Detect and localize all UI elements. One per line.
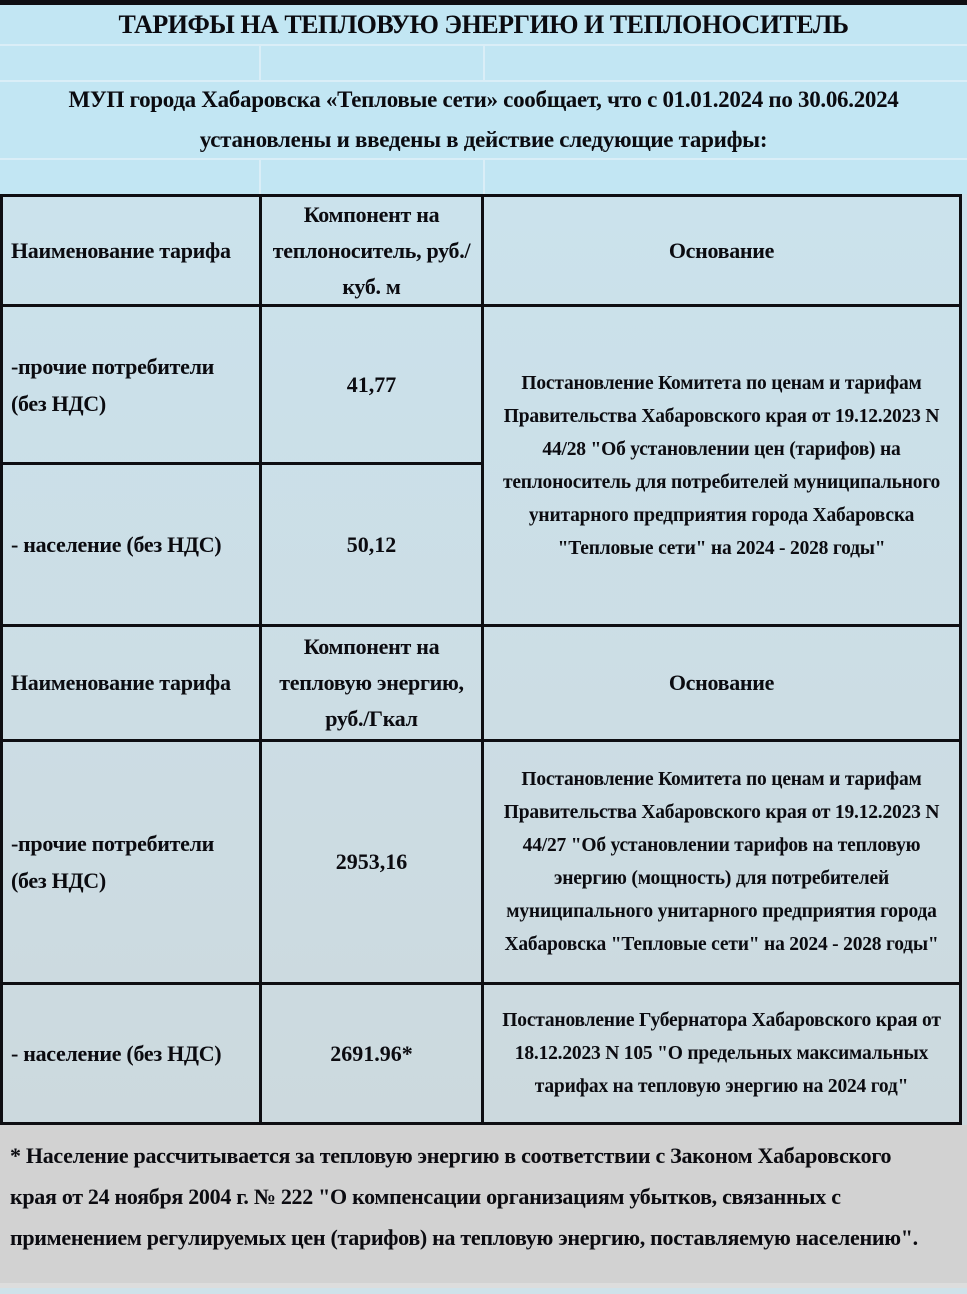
spacer-cell bbox=[485, 46, 967, 80]
row-label-other-consumers-2: -прочие потребители (без НДС) bbox=[3, 742, 262, 985]
tariff-value-heat-energy-other: 2953,16 bbox=[262, 742, 484, 985]
announcement-text: МУП города Хабаровска «Тепловые сети» сообщает, что с 01.01.2024 по 30.06.2024 установлены и введены в действие следующие тарифы: bbox=[0, 80, 967, 158]
header-basis-1: Основание bbox=[484, 197, 959, 307]
spacer-cell bbox=[261, 46, 485, 80]
header-basis-2: Основание bbox=[484, 627, 959, 742]
page-title: ТАРИФЫ НА ТЕПЛОВУЮ ЭНЕРГИЮ И ТЕПЛОНОСИТЕЛЬ bbox=[118, 9, 849, 39]
basis-heat-energy-other: Постановление Комитета по ценам и тарифам Правительства Хабаровского края от 19.12.2023 N 44/27 "Об установлении тарифов на тепловую энергию (мощность) для потребителей муниципального унитарного предприятия города Хабаровска "Тепловые сети" на 2024 - 2028 годы" bbox=[484, 742, 959, 985]
header-component-heat-carrier: Компонент на теплоноситель, руб./куб. м bbox=[262, 197, 484, 307]
footnote-text: * Население рассчитывается за тепловую энергию в соответствии с Законом Хабаровского края от 24 ноября 2004 г. № 222 "О компенсации организациям убытков, связанных с применением регулируемых цен (тарифов) на тепловую энергию, поставляемую населению". bbox=[0, 1125, 967, 1288]
spacer-row bbox=[0, 44, 967, 80]
header-tariff-name-2: Наименование тарифа bbox=[3, 627, 262, 742]
header-tariff-name-1: Наименование тарифа bbox=[3, 197, 262, 307]
tariff-table bbox=[0, 194, 962, 1125]
header-component-heat-energy: Компонент на тепловую энергию, руб./Гкал bbox=[262, 627, 484, 742]
spacer-cell bbox=[0, 46, 261, 80]
spacer-row bbox=[0, 158, 967, 194]
tariff-value-heat-carrier-population: 50,12 bbox=[262, 465, 484, 627]
spacer-cell bbox=[0, 160, 261, 194]
row-label-other-consumers-1: -прочие потребители (без НДС) bbox=[3, 307, 262, 465]
tariff-value-heat-energy-population: 2691.96* bbox=[262, 985, 484, 1122]
basis-heat-energy-population: Постановление Губернатора Хабаровского края от 18.12.2023 N 105 "О предельных максимальных тарифах на тепловую энергию на 2024 год" bbox=[502, 1010, 941, 1097]
spacer-cell bbox=[261, 160, 485, 194]
row-label-population-1: - население (без НДС) bbox=[3, 465, 262, 627]
spacer-cell bbox=[485, 160, 967, 194]
table-zone bbox=[0, 194, 967, 1125]
basis-heat-carrier-merged: Постановление Комитета по ценам и тарифам Правительства Хабаровского края от 19.12.2023 N 44/28 "Об установлении цен (тарифов) на теплоноситель для потребителей муниципального унитарного предприятия города Хабаровска "Тепловые сети" на 2024 - 2028 годы" bbox=[484, 307, 959, 627]
row-label-population-2: - население (без НДС) bbox=[3, 985, 262, 1122]
tariff-value-heat-carrier-other: 41,77 bbox=[262, 307, 484, 465]
head-section bbox=[0, 5, 967, 194]
